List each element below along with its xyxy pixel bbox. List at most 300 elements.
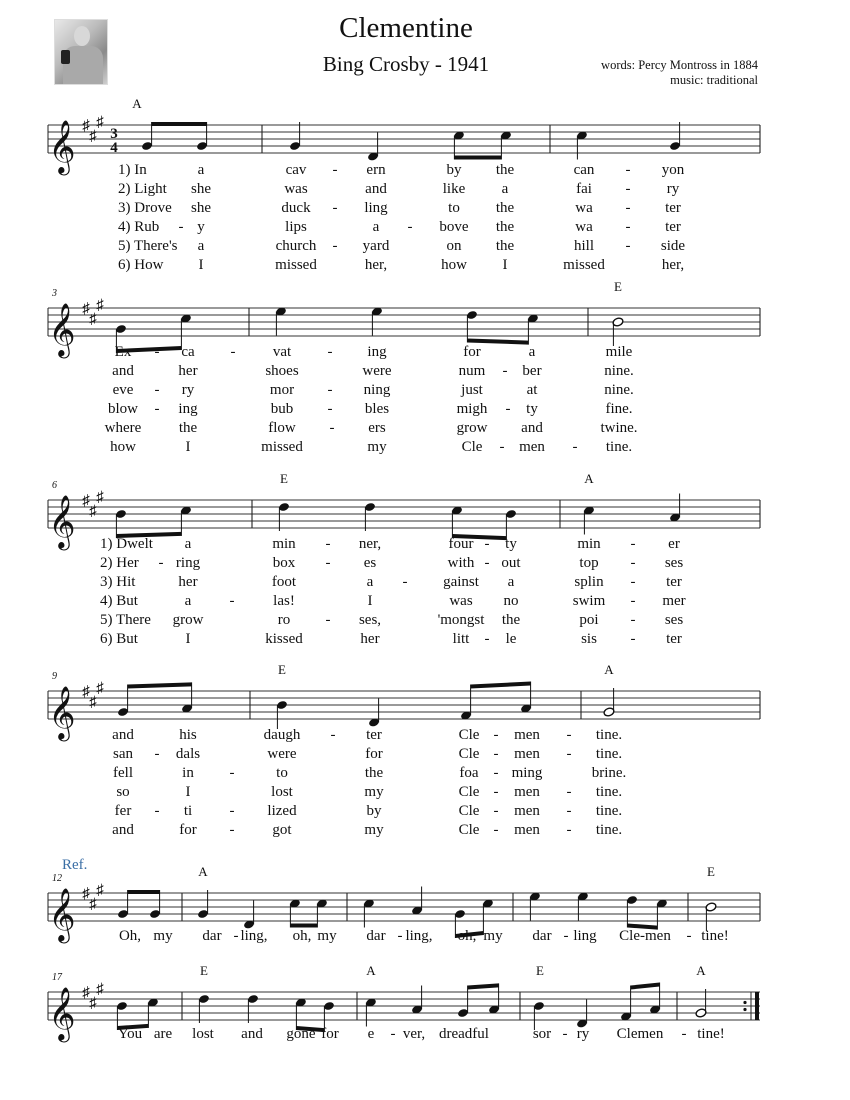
lyric-syllable: a [184, 536, 192, 552]
lyric-syllable: 3) Drove [118, 200, 172, 216]
lyric-syllable: I [185, 784, 191, 800]
lyric-syllable: bove [439, 219, 469, 235]
lyric-syllable: ling, [405, 928, 433, 944]
lyric-syllable: ing [367, 344, 387, 360]
lyric-syllable: tine. [595, 727, 623, 743]
lyric-hyphen: - [566, 822, 572, 838]
sharp-icon: ♯ [82, 886, 90, 902]
lyric-hyphen: - [327, 401, 333, 417]
lyric-hyphen: - [230, 344, 236, 360]
lyric-syllable: ter [665, 200, 681, 216]
lyric-syllable: men [514, 803, 540, 819]
lyric-syllable: in [182, 765, 194, 781]
lyric-syllable: ter [665, 219, 681, 235]
words-credit: words: Percy Montross in 1884 [601, 58, 758, 72]
lyric-syllable: the [495, 219, 515, 235]
staff-system-1 [48, 96, 760, 273]
lyric-syllable: y [197, 219, 205, 235]
lyric-syllable: foot [271, 574, 297, 590]
sharp-icon: ♯ [96, 297, 104, 314]
lyric-syllable: lost [271, 784, 293, 800]
lyric-syllable: the [495, 238, 515, 254]
lyric-syllable: are [153, 1026, 173, 1042]
time-signature-top: 3 [110, 126, 118, 142]
lyric-syllable: ling [364, 200, 388, 216]
lyric-syllable: Cle [458, 803, 480, 819]
measure-number: 12 [52, 873, 62, 884]
lyric-syllable: she [191, 200, 211, 216]
lyric-syllable: 5) There [100, 612, 151, 628]
lyric-syllable: 1) Dwelt [100, 536, 153, 552]
lyric-syllable: a [366, 574, 374, 590]
lyric-syllable: Cle [461, 439, 483, 455]
lyric-syllable: my [153, 928, 173, 944]
lyric-hyphen: - [154, 803, 160, 819]
lyric-syllable: Oh, [118, 928, 142, 944]
lyric-syllable: how [441, 257, 467, 273]
lyric-syllable: a [507, 574, 515, 590]
lyric-syllable: poi [579, 612, 599, 628]
lyric-syllable: her, [364, 257, 388, 273]
treble-clef-icon: 𝄞 [48, 988, 76, 1039]
sharp-icon: ♯ [89, 995, 97, 1012]
lyric-syllable: the [495, 200, 515, 216]
lyric-syllable: my [367, 439, 387, 455]
lyric-syllable: dals [175, 746, 201, 762]
lyric-hyphen: - [154, 401, 160, 417]
lyric-verse-6 [100, 631, 682, 647]
lyric-syllable: mer [662, 593, 686, 609]
chord-symbol: E [200, 963, 208, 978]
lyric-syllable: ern [366, 162, 386, 178]
lyric-hyphen: - [630, 593, 636, 609]
lyric-syllable: ter [366, 727, 382, 743]
lyric-syllable: min [577, 536, 601, 552]
lyric-syllable: top [579, 555, 599, 571]
lyric-syllable: shoes [265, 363, 299, 379]
sharp-icon: ♯ [96, 680, 104, 697]
lyric-hyphen: - [625, 181, 631, 197]
beam [290, 924, 317, 928]
lyric-syllable: dar [202, 928, 222, 944]
chord-symbol: A [132, 96, 142, 111]
measure-number: 3 [52, 288, 57, 299]
lyric-syllable: ing [178, 401, 198, 417]
lyric-syllable: tine. [595, 746, 623, 762]
lyric-syllable: dar [532, 928, 552, 944]
sharp-icon: ♯ [96, 882, 104, 899]
lyric-syllable: I [502, 257, 508, 273]
lyric-syllable: for [179, 822, 197, 838]
lyric-verse-2 [113, 746, 622, 762]
lyric-hyphen: - [327, 382, 333, 398]
lyric-verse-3 [113, 765, 626, 781]
lyric-syllable: yon [661, 162, 685, 178]
lyric-hyphen: - [630, 536, 636, 552]
beam [631, 983, 660, 990]
chord-symbol: E [280, 471, 288, 486]
lyric-syllable: ling [573, 928, 597, 944]
lyric-verse-6 [112, 822, 622, 838]
lyric-hyphen: - [493, 727, 499, 743]
lyric-syllable: splin [574, 574, 604, 590]
lyric-syllable: how [110, 439, 136, 455]
lyric-syllable: ro [277, 612, 291, 628]
lyric-syllable: brine. [591, 765, 627, 781]
lyric-hyphen: - [630, 574, 636, 590]
sharp-icon: ♯ [82, 118, 90, 134]
lyric-syllable: ning [363, 382, 391, 398]
lyric-syllable: fine. [605, 401, 633, 417]
lyric-syllable: wa [575, 219, 593, 235]
lyric-syllable: bub [270, 401, 294, 417]
measure-number: 9 [52, 671, 57, 682]
lyric-syllable: my [317, 928, 337, 944]
lyric-verse-5 [115, 803, 622, 819]
lyric-hyphen: - [566, 727, 572, 743]
lyric-verse-1 [112, 727, 622, 743]
treble-clef-icon: 𝄞 [48, 889, 76, 940]
lyric-syllable: ber [522, 363, 542, 379]
lyric-syllable: ti [183, 803, 193, 819]
lyric-hyphen: - [572, 439, 578, 455]
lyric-verse-2 [100, 555, 683, 571]
lyric-hyphen: - [502, 363, 508, 379]
lyric-hyphen: - [630, 631, 636, 647]
lyric-syllable: daugh [263, 727, 301, 743]
lyric-syllable: a [197, 238, 205, 254]
barline-thick [755, 992, 759, 1020]
lyric-hyphen: - [332, 162, 338, 178]
lyric-syllable: litt [452, 631, 470, 647]
lyric-syllable: blow [108, 401, 138, 417]
lyric-hyphen: - [158, 555, 164, 571]
song-subtitle: Bing Crosby - 1941 [322, 52, 490, 76]
lyric-syllable: yard [362, 238, 390, 254]
lyric-verse-6 [110, 439, 632, 455]
lyric-syllable: ter [666, 574, 682, 590]
lyric-syllable: ses [664, 612, 684, 628]
lyric-verse-5 [118, 238, 685, 254]
lyric-verse-3 [118, 200, 681, 216]
lyric-hyphen: - [566, 803, 572, 819]
lyric-syllable: ty [526, 401, 538, 417]
lyric-syllable: tine. [595, 822, 623, 838]
lyric-syllable: Cle-men [619, 928, 671, 944]
lyric-syllable: vat [272, 344, 292, 360]
lyric-syllable: missed [563, 257, 605, 273]
lyric-syllable: fai [576, 181, 592, 197]
lyric-verse-2 [118, 181, 680, 197]
chord-symbol: A [696, 963, 706, 978]
lyric-syllable: er [668, 536, 680, 552]
music-credit: music: traditional [670, 73, 758, 87]
song-title: Clementine [339, 12, 473, 44]
lyric-syllable: a [372, 219, 380, 235]
lyric-verse-1 [118, 1026, 725, 1042]
chord-symbol: A [584, 471, 594, 486]
lyric-syllable: 2) Light [118, 181, 167, 197]
lyric-verse-3 [100, 574, 682, 590]
lyric-syllable: at [526, 382, 538, 398]
lyric-syllable: and [365, 181, 387, 197]
beam [128, 890, 160, 894]
chord-symbol: E [614, 279, 622, 294]
lyric-syllable: 1) In [118, 162, 147, 178]
lyric-syllable: swim [572, 593, 606, 609]
lyric-syllable: las! [273, 593, 295, 609]
lyric-syllable: ter [666, 631, 682, 647]
lyric-verse-4 [108, 401, 633, 417]
lyric-hyphen: - [390, 1026, 396, 1042]
lyric-hyphen: - [625, 219, 631, 235]
lyric-syllable: for [365, 746, 383, 762]
lyric-verse-4 [116, 784, 622, 800]
lyric-syllable: and [112, 363, 134, 379]
lyric-syllable: ry [576, 1026, 590, 1042]
lyric-syllable: no [503, 593, 519, 609]
lyric-syllable: her [178, 574, 198, 590]
lyric-syllable: san [113, 746, 133, 762]
lyric-hyphen: - [229, 593, 235, 609]
lyric-hyphen: - [325, 536, 331, 552]
lyric-syllable: like [442, 181, 466, 197]
measure-number: 6 [52, 480, 57, 491]
lyric-syllable: ring [175, 555, 201, 571]
lyric-syllable: out [501, 555, 521, 571]
lyric-hyphen: - [332, 238, 338, 254]
lyric-syllable: ner, [358, 536, 382, 552]
chord-symbol: E [278, 662, 286, 677]
lyric-hyphen: - [154, 344, 160, 360]
lyric-syllable: duck [281, 200, 311, 216]
lyric-verse-5 [105, 420, 638, 436]
lyric-syllable: men [519, 439, 545, 455]
lyric-syllable: by [366, 803, 382, 819]
lyric-hyphen: - [325, 555, 331, 571]
repeat-dot [743, 1008, 746, 1011]
lyric-syllable: with [447, 555, 475, 571]
lyric-hyphen: - [563, 928, 569, 944]
staff-system-2 [48, 279, 760, 455]
lyric-syllable: she [191, 181, 211, 197]
lyric-syllable: missed [275, 257, 317, 273]
lyric-syllable: ry [181, 382, 195, 398]
sharp-icon: ♯ [89, 128, 97, 145]
beam [471, 682, 531, 689]
lyric-syllable: e [367, 1026, 375, 1042]
lyric-syllable: Clemen [616, 1026, 664, 1042]
lyric-syllable: 2) Her [100, 555, 139, 571]
lyric-syllable: Cle [458, 727, 480, 743]
lyric-syllable: ming [511, 765, 543, 781]
lyric-hyphen: - [327, 344, 333, 360]
sharp-icon: ♯ [96, 489, 104, 506]
lyric-syllable: I [367, 593, 373, 609]
lyric-hyphen: - [625, 162, 631, 178]
lyric-syllable: a [501, 181, 509, 197]
lyric-syllable: got [272, 822, 292, 838]
lyric-syllable: to [276, 765, 288, 781]
lyric-syllable: sor [532, 1026, 552, 1042]
lyric-hyphen: - [154, 746, 160, 762]
lyric-syllable: lips [285, 219, 307, 235]
lyric-syllable: the [178, 420, 198, 436]
lyric-syllable: num [458, 363, 486, 379]
lyric-syllable: can [573, 162, 595, 178]
lyric-syllable: nine. [604, 382, 634, 398]
sharp-icon: ♯ [89, 503, 97, 520]
lyric-syllable: were [362, 363, 392, 379]
chord-symbol: A [604, 662, 614, 677]
sharp-icon: ♯ [82, 301, 90, 317]
measure-number: 17 [52, 972, 62, 983]
lyric-syllable: side [660, 238, 686, 254]
lyric-syllable: sis [581, 631, 597, 647]
lyric-syllable: ver, [402, 1026, 426, 1042]
staff-system-3 [48, 471, 760, 647]
lyric-syllable: and [241, 1026, 263, 1042]
lyric-syllable: so [116, 784, 130, 800]
lyric-verse-4 [118, 219, 681, 235]
lyric-syllable: You [117, 1026, 143, 1042]
lyric-syllable: Ex [114, 344, 132, 360]
beam [468, 983, 499, 989]
lyric-hyphen: - [325, 612, 331, 628]
lyric-syllable: to [448, 200, 460, 216]
lyric-syllable: her [178, 363, 198, 379]
lyric-syllable: grow [456, 420, 488, 436]
lyric-syllable: church [275, 238, 317, 254]
lyric-syllable: for [321, 1026, 339, 1042]
lyric-syllable: ses, [358, 612, 382, 628]
sharp-icon: ♯ [96, 981, 104, 998]
lyric-hyphen: - [484, 536, 490, 552]
lyric-syllable: fell [113, 765, 133, 781]
lyric-syllable: tine. [605, 439, 633, 455]
lyric-syllable: wa [575, 200, 593, 216]
lyric-verse-1 [118, 162, 685, 178]
lyric-syllable: 4) But [100, 593, 138, 609]
lyric-syllable: I [198, 257, 204, 273]
lyric-hyphen: - [493, 765, 499, 781]
lyric-hyphen: - [493, 803, 499, 819]
lyric-hyphen: - [493, 822, 499, 838]
lyric-verse-1 [115, 344, 633, 360]
lyric-syllable: ty [505, 536, 517, 552]
lyric-syllable: my [364, 784, 384, 800]
sharp-icon: ♯ [82, 985, 90, 1001]
lyric-syllable: men [514, 822, 540, 838]
time-signature-bottom: 4 [110, 140, 118, 156]
staff-system-4 [48, 662, 760, 838]
lyric-hyphen: - [493, 784, 499, 800]
lyric-syllable: gainst [443, 574, 479, 590]
lyric-syllable: ling, [240, 928, 268, 944]
lyric-syllable: ry [666, 181, 680, 197]
sharp-icon: ♯ [96, 114, 104, 131]
lyric-syllable: lized [267, 803, 297, 819]
sharp-icon: ♯ [89, 896, 97, 913]
lyric-syllable: 6) How [118, 257, 164, 273]
treble-clef-icon: 𝄞 [48, 121, 76, 172]
lyric-syllable: dreadful [439, 1026, 489, 1042]
lyric-syllable: migh [456, 401, 488, 417]
lyric-verse-6 [118, 257, 684, 273]
lyric-syllable: flow [268, 420, 296, 436]
lyric-syllable: my [483, 928, 503, 944]
lyric-syllable: men [514, 746, 540, 762]
lyric-verse-1 [119, 928, 729, 944]
lyric-syllable: 3) Hit [100, 574, 136, 590]
lyric-syllable: twine. [600, 420, 638, 436]
lyric-hyphen: - [562, 1026, 568, 1042]
lyric-hyphen: - [329, 420, 335, 436]
lyric-syllable: tine. [595, 784, 623, 800]
refrain-label: Ref. [62, 857, 88, 873]
lyric-syllable: I [185, 631, 191, 647]
lyric-syllable: foa [459, 765, 479, 781]
lyric-syllable: the [364, 765, 384, 781]
chord-symbol: E [707, 864, 715, 879]
sharp-icon: ♯ [89, 311, 97, 328]
sharp-icon: ♯ [82, 493, 90, 509]
lyric-hyphen: - [407, 219, 413, 235]
lyric-syllable: her [360, 631, 380, 647]
lyric-hyphen: - [402, 574, 408, 590]
lyric-hyphen: - [505, 401, 511, 417]
repeat-dot [743, 1001, 746, 1004]
lyric-syllable: where [104, 420, 142, 436]
lyric-hyphen: - [566, 746, 572, 762]
lyric-hyphen: - [233, 928, 239, 944]
lyric-hyphen: - [154, 382, 160, 398]
beam [152, 122, 207, 126]
lyric-syllable: the [495, 162, 515, 178]
lyric-hyphen: - [630, 555, 636, 571]
lyric-syllable: Cle [458, 784, 480, 800]
lyric-hyphen: - [625, 238, 631, 254]
lyric-syllable: I [185, 439, 191, 455]
lyric-hyphen: - [484, 631, 490, 647]
lyric-syllable: tine! [697, 1026, 725, 1042]
lyric-syllable: four [448, 536, 474, 552]
lyric-syllable: just [461, 382, 483, 398]
lyric-syllable: his [179, 727, 197, 743]
lyric-syllable: nine. [604, 363, 634, 379]
lyric-syllable: fer [114, 803, 132, 819]
lyric-syllable: 'mongst [437, 612, 485, 628]
lyric-verse-5 [100, 612, 683, 628]
lyric-syllable: le [505, 631, 517, 647]
lyric-syllable: gone [286, 1026, 316, 1042]
lyric-syllable: a [184, 593, 192, 609]
lyric-syllable: ers [368, 420, 386, 436]
lyric-syllable: and [112, 727, 134, 743]
beam [454, 156, 501, 160]
lyric-syllable: her, [661, 257, 685, 273]
lyric-hyphen: - [229, 803, 235, 819]
lyric-hyphen: - [493, 746, 499, 762]
lyric-syllable: men [514, 727, 540, 743]
lyric-syllable: kissed [265, 631, 303, 647]
lyric-syllable: bles [364, 401, 390, 417]
lyric-syllable: missed [261, 439, 303, 455]
lyric-syllable: ca [181, 344, 195, 360]
lyric-syllable: eve [112, 382, 134, 398]
lyric-syllable: my [364, 822, 384, 838]
lyric-hyphen: - [681, 1026, 687, 1042]
